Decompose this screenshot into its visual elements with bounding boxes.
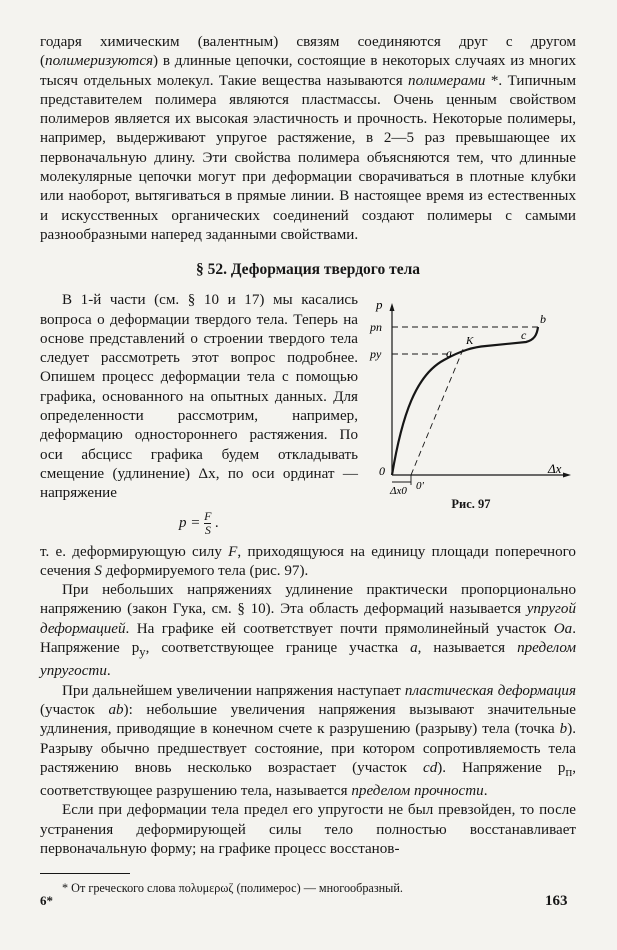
paragraph-polymers: годаря химическим (валентным) связям соединяются друг с другом (полимеризуются) в длинные цепочки, состоящие в некоторых случаях из многих тысяч отдельных молекул. Такие вещества называются полимерами *. Типичным представителем полимера являются пластмассы. Очень ценным свойством полимеров является их высокая эластичность и прочность. Некоторые полимеры, например, выдерживают упругое растяжение, в 2—5 раз превышающее их первоначальную длину. Эти свойства полимера объясняются тем, что длинные молекулярные цепочки могут при деформации сворачиваться в плотные клубки или наоборот, вытягиваться в прямые линии. В настоящее время из естественных и искусственных органических соединений создают полимеры с самыми разнообразными наперед заданными свойствами.: [40, 34, 577, 243]
label-o-prime: 0': [416, 480, 424, 493]
label-dx: Δx: [548, 461, 562, 477]
stress-strain-graph: [366, 295, 576, 495]
label-k: K: [466, 335, 474, 348]
label-dx0: Δx0: [390, 485, 407, 496]
footnote: * От греческого слова πολυμερωζ (полимерос) — многообразный.: [62, 881, 403, 896]
y-axis-arrow: [390, 303, 395, 311]
label-origin: 0: [379, 464, 385, 479]
label-py: py: [370, 347, 382, 362]
label-pn: pп: [370, 320, 382, 335]
page-number: 163: [545, 893, 568, 909]
label-b: b: [540, 312, 546, 327]
paragraph-elastic: При небольших напряжениях удлинение практически пропорционально напряжению (закон Гука, см. § 10). Эта область деформаций называется упругой деформацией. На графике ей соответствует почти прямолинейный участок Oa. Напряжение $p_y$, соответствующее границе участка a, называется пределом упругости.: [40, 582, 576, 680]
paragraph-recovery: Если при деформации тела предел его упругости не был превзойден, то после устранения деформирующей силы тело полностью восстанавливает первоначальную форму; на графике процесс восстанов-: [40, 802, 576, 858]
footnote-rule: [40, 873, 130, 874]
unloading-line: [411, 347, 464, 475]
label-c: c: [521, 328, 527, 343]
figure-97: [366, 295, 576, 512]
figure-caption: Рис. 97: [451, 497, 491, 512]
signature-mark: 6*: [40, 893, 53, 908]
page-body: [40, 33, 576, 896]
label-a: a: [446, 346, 452, 361]
paragraph-plastic: При дальнейшем увеличении напряжения наступает пластическая деформация (участок ab): небольшие увеличения напряжения вызывают значительные удлинения, приводящие в конечном счете к разрушению (разрыву) тела (точка b). Разрыву обычно предшествует состояние, при котором сопротивляемость тела растяжению вновь несколько возрастает (участок cd). Напряжение $p_п$, соответствующее разрушению тела, называется пределом прочности.: [40, 682, 576, 800]
x-axis-arrow: [563, 473, 571, 478]
section-heading: § 52. Деформация твердого тела: [195, 261, 421, 279]
paragraph-force-definition: т. е. деформирующую силу F, приходящуюся на единицу площади поперечного сечения S деформируемого тела (рис. 97).: [40, 543, 576, 579]
deformation-curve: [392, 327, 538, 475]
paragraph-deformation-intro: В 1-й части (см. § 10 и 17) мы касались вопроса о деформации твердого тела. Теперь на основе представлений о строении твердого тела следует рассмотреть этот вопрос подробнее. Опишем процесс деформации тела с помощью графика, основанного на опытных данных. Для определенности рассмотрим, например, деформацию одностороннего растяжения. По оси абсцисс графика будем откладывать смещение (удлинение) Δx, по оси ординат — напряжение: [40, 292, 358, 502]
stress-formula: p = $\frac{F}{S}$ .: [179, 508, 219, 537]
label-p: p: [376, 297, 383, 313]
